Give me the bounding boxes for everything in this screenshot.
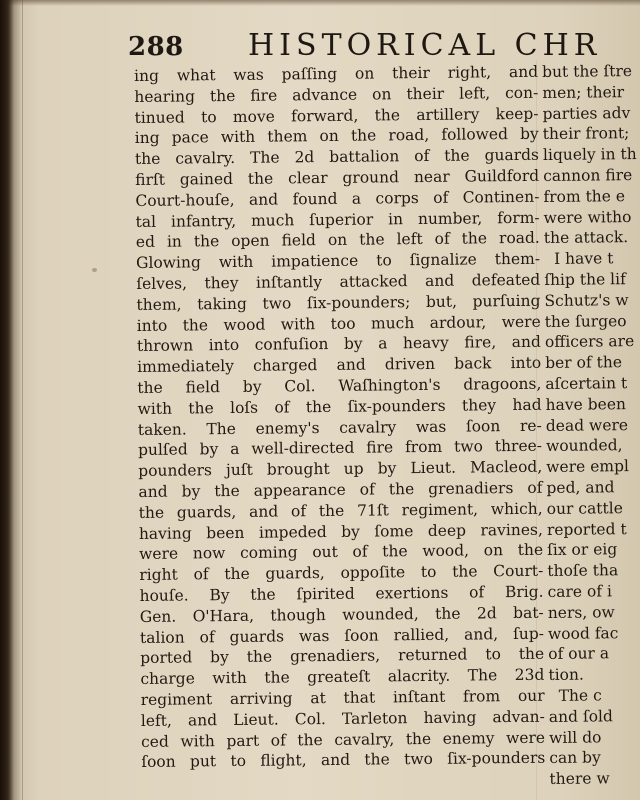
binding-shadow bbox=[0, 0, 22, 800]
text-line: ber of the bbox=[545, 353, 623, 373]
text-line: ners, ow bbox=[547, 602, 615, 622]
text-line: ſhip the lif bbox=[544, 270, 626, 289]
page-number: 288 bbox=[128, 32, 184, 62]
text-line: were empl bbox=[546, 457, 630, 477]
text-line: them, taking two ſix-pounders; but, purſuing bbox=[136, 291, 541, 314]
text-line: having been impeded by ſome deep ravines, bbox=[138, 520, 543, 543]
text-line: the ſurgeo bbox=[544, 311, 627, 331]
text-line: ported by the grenadiers, returned to the bbox=[140, 645, 545, 668]
text-line: pounders juſt brought up by Lieut. Macleod, bbox=[138, 457, 543, 481]
right-column-clip bbox=[542, 0, 640, 800]
text-line: of our a bbox=[548, 644, 610, 664]
text-line: liquely in th bbox=[542, 145, 637, 165]
text-line: care of i bbox=[547, 582, 613, 601]
text-line: ing pace with them on the road, followed by bbox=[134, 125, 539, 148]
running-title: HISTORICAL CHR bbox=[248, 28, 602, 63]
text-line: their front; bbox=[542, 124, 630, 144]
main-text-column bbox=[134, 62, 545, 773]
text-line: ced with part of the cavalry, the enemy were bbox=[140, 728, 546, 751]
text-line: ing what was paſſing on their right, and bbox=[134, 62, 539, 85]
text-line: with the loſs of the ſix-pounders they had bbox=[137, 395, 542, 418]
text-line: wounded, bbox=[545, 436, 623, 456]
text-line: dead were bbox=[545, 415, 629, 435]
right-text-column bbox=[542, 61, 640, 790]
text-line: pulſed by a well-directed fire from two three- bbox=[137, 437, 543, 460]
text-line: parties adv bbox=[542, 103, 631, 123]
text-line: the attack. bbox=[543, 228, 629, 248]
text-line: wood fac bbox=[547, 623, 619, 643]
text-line: houſe. By the ſpirited exertions of Brig. bbox=[139, 582, 544, 605]
text-line: tinued to move forward, the artillery keep- bbox=[134, 104, 539, 127]
text-line: ſix or eig bbox=[547, 540, 618, 560]
text-line: tal infantry, much ſuperior in number, form- bbox=[135, 208, 540, 231]
text-line: ſoon put to flight, and the two ſix-pounders bbox=[141, 749, 546, 772]
text-line: The c bbox=[558, 686, 602, 705]
text-line: cannon fire bbox=[543, 166, 633, 185]
text-line: will do bbox=[548, 727, 602, 747]
text-line: talion of guards was ſoon rallied, and, ſup- bbox=[139, 624, 545, 647]
text-line: the cavalry. The 2d battalion of the guards bbox=[134, 145, 540, 169]
text-line: reported t bbox=[546, 519, 627, 539]
text-line: left, and Lieut. Col. Tarleton having advan- bbox=[140, 707, 545, 730]
text-line: officers are bbox=[544, 332, 635, 352]
paper-spot bbox=[92, 268, 97, 272]
text-line: hearing the fire advance on their left, con- bbox=[134, 83, 539, 106]
text-line: firſt gained the clear ground near Guildford bbox=[135, 166, 540, 189]
text-line: from the e bbox=[543, 186, 626, 206]
text-line: Gen. O'Hara, though wounded, the 2d bat- bbox=[139, 603, 544, 626]
text-line: there w bbox=[549, 769, 610, 789]
text-line: the field by Col. Waſhington's dragoons, bbox=[137, 374, 542, 397]
text-line: Glowing with impatience to ſignalize them- bbox=[135, 249, 541, 273]
text-line: right of the guards, oppoſite to the Court- bbox=[139, 561, 544, 585]
text-line: our cattle bbox=[546, 498, 623, 518]
text-line: were now coming out of the wood, on the bbox=[139, 541, 544, 564]
text-line: tion. bbox=[548, 665, 584, 685]
text-line: thoſe tha bbox=[547, 561, 619, 581]
text-line: can by bbox=[549, 748, 601, 768]
text-line: immediately charged and driven back into bbox=[137, 353, 542, 377]
text-line: and by the appearance of the grenadiers of bbox=[138, 478, 543, 501]
text-line: were witho bbox=[543, 207, 632, 227]
text-line: ped, and bbox=[546, 478, 615, 497]
text-line: have been bbox=[545, 394, 627, 414]
page-fold-line bbox=[22, 0, 23, 800]
text-line: men; their bbox=[542, 82, 625, 102]
text-line: charge with the greateſt alacrity. The 23d bbox=[140, 665, 545, 689]
text-line: aſcertain t bbox=[545, 374, 628, 393]
text-line: ed in the open field on the left of the road. bbox=[135, 229, 540, 252]
text-line: ſelves, they inſtantly attacked and defeated bbox=[136, 270, 541, 293]
text-line: but the ſtre bbox=[542, 62, 633, 81]
text-line: into the wood with too much ardour, were bbox=[136, 312, 541, 335]
text-line: the guards, and of the 71ſt regiment, which, bbox=[138, 499, 543, 522]
text-line: Court-houſe, and found a corps of Continen- bbox=[135, 187, 540, 210]
text-line: thrown into confuſion by a heavy fire, and bbox=[136, 333, 542, 356]
text-line: I have t bbox=[553, 249, 614, 269]
text-line: regiment arriving at that inſtant from our bbox=[140, 686, 545, 709]
text-line: Schutz's w bbox=[544, 290, 629, 310]
text-line: and ſold bbox=[548, 706, 613, 726]
text-line: taken. The enemy's cavalry was ſoon re- bbox=[137, 416, 542, 439]
